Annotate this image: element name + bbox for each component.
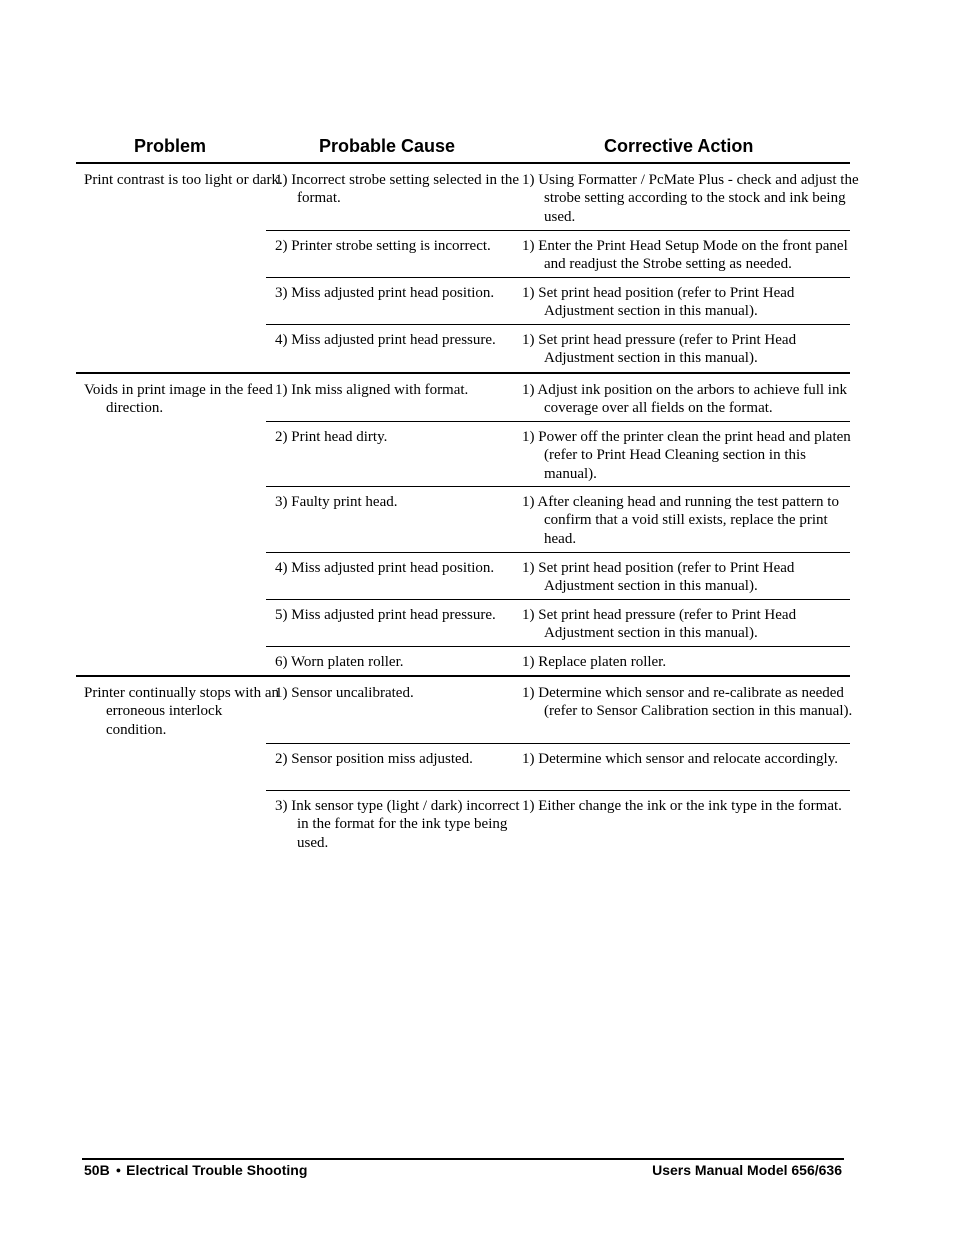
row-divider (266, 552, 850, 553)
page-number: 50B (84, 1162, 110, 1178)
manual-title: Users Manual Model 656/636 (652, 1162, 842, 1178)
row-divider (266, 646, 850, 647)
header-probable-cause: Probable Cause (319, 136, 456, 156)
row-divider (266, 486, 850, 487)
cause-cell: 2) Printer strobe setting is incorrect. (275, 238, 491, 254)
footer-left (84, 1162, 307, 1178)
action-cell: 1) Either change the ink or the ink type in the format. (522, 798, 842, 814)
header-corrective-action: Corrective Action (604, 136, 754, 156)
cause-cell: 1) Incorrect strobe setting selected in the format. (275, 172, 520, 207)
footer-rule (82, 1158, 844, 1160)
row-divider (266, 790, 850, 791)
action-cell: 1) After cleaning head and running the test pattern to confirm that a void still exists, replace the print head. (522, 494, 839, 547)
action-cell: 1) Set print head pressure (refer to Print Head Adjustment section in this manual). (522, 332, 797, 367)
problem-cell: Voids in print image in the feed direction. (84, 382, 273, 417)
row-divider (266, 277, 850, 278)
cause-cell: 2) Sensor position miss adjusted. (275, 751, 473, 767)
row-divider (266, 324, 850, 325)
action-cell: 1) Determine which sensor and re-calibrate as needed (refer to Sensor Calibration section in this manual). (522, 685, 853, 720)
action-cell: 1) Using Formatter / PcMate Plus - check and adjust the strobe setting according to the stock and ink being used. (522, 172, 859, 225)
action-cell: 1) Set print head position (refer to Print Head Adjustment section in this manual). (522, 560, 795, 595)
problem-cell: Print contrast is too light or dark. (84, 172, 283, 188)
cause-cell: 6) Worn platen roller. (275, 654, 404, 670)
action-cell: 1) Adjust ink position on the arbors to achieve full ink coverage over all fields on the format. (522, 382, 847, 417)
row-divider (266, 599, 850, 600)
action-cell: 1) Enter the Print Head Setup Mode on the front panel and readjust the Strobe setting as needed. (522, 238, 848, 273)
action-cell: 1) Set print head position (refer to Print Head Adjustment section in this manual). (522, 285, 795, 320)
section-title: Electrical Trouble Shooting (126, 1162, 308, 1178)
action-cell: 1) Set print head pressure (refer to Print Head Adjustment section in this manual). (522, 607, 797, 642)
cause-cell: 4) Miss adjusted print head pressure. (275, 332, 496, 348)
action-cell: 1) Power off the printer clean the print head and platen (refer to Print Head Cleaning section in this manual). (522, 429, 851, 482)
problem-cell: Printer continually stops with an erroneous interlock condition. (84, 685, 279, 738)
row-divider (266, 230, 850, 231)
cause-cell: 2) Print head dirty. (275, 429, 388, 445)
cause-cell: 5) Miss adjusted print head pressure. (275, 607, 496, 623)
header-rule (76, 162, 850, 164)
group-divider (76, 675, 850, 677)
action-cell: 1) Determine which sensor and relocate accordingly. (522, 751, 838, 767)
group-divider (76, 372, 850, 374)
cause-cell: 1) Sensor uncalibrated. (275, 685, 414, 701)
row-divider (266, 743, 850, 744)
action-cell: 1) Replace platen roller. (522, 654, 667, 670)
cause-cell: 1) Ink miss aligned with format. (275, 382, 469, 398)
cause-cell: 4) Miss adjusted print head position. (275, 560, 495, 576)
cause-cell: 3) Ink sensor type (light / dark) incorrect in the format for the ink type being used. (275, 798, 520, 851)
cause-cell: 3) Miss adjusted print head position. (275, 285, 495, 301)
header-problem: Problem (134, 136, 207, 156)
row-divider (266, 421, 850, 422)
cause-cell: 3) Faulty print head. (275, 494, 398, 510)
bullet-icon: ● (115, 1165, 122, 1175)
